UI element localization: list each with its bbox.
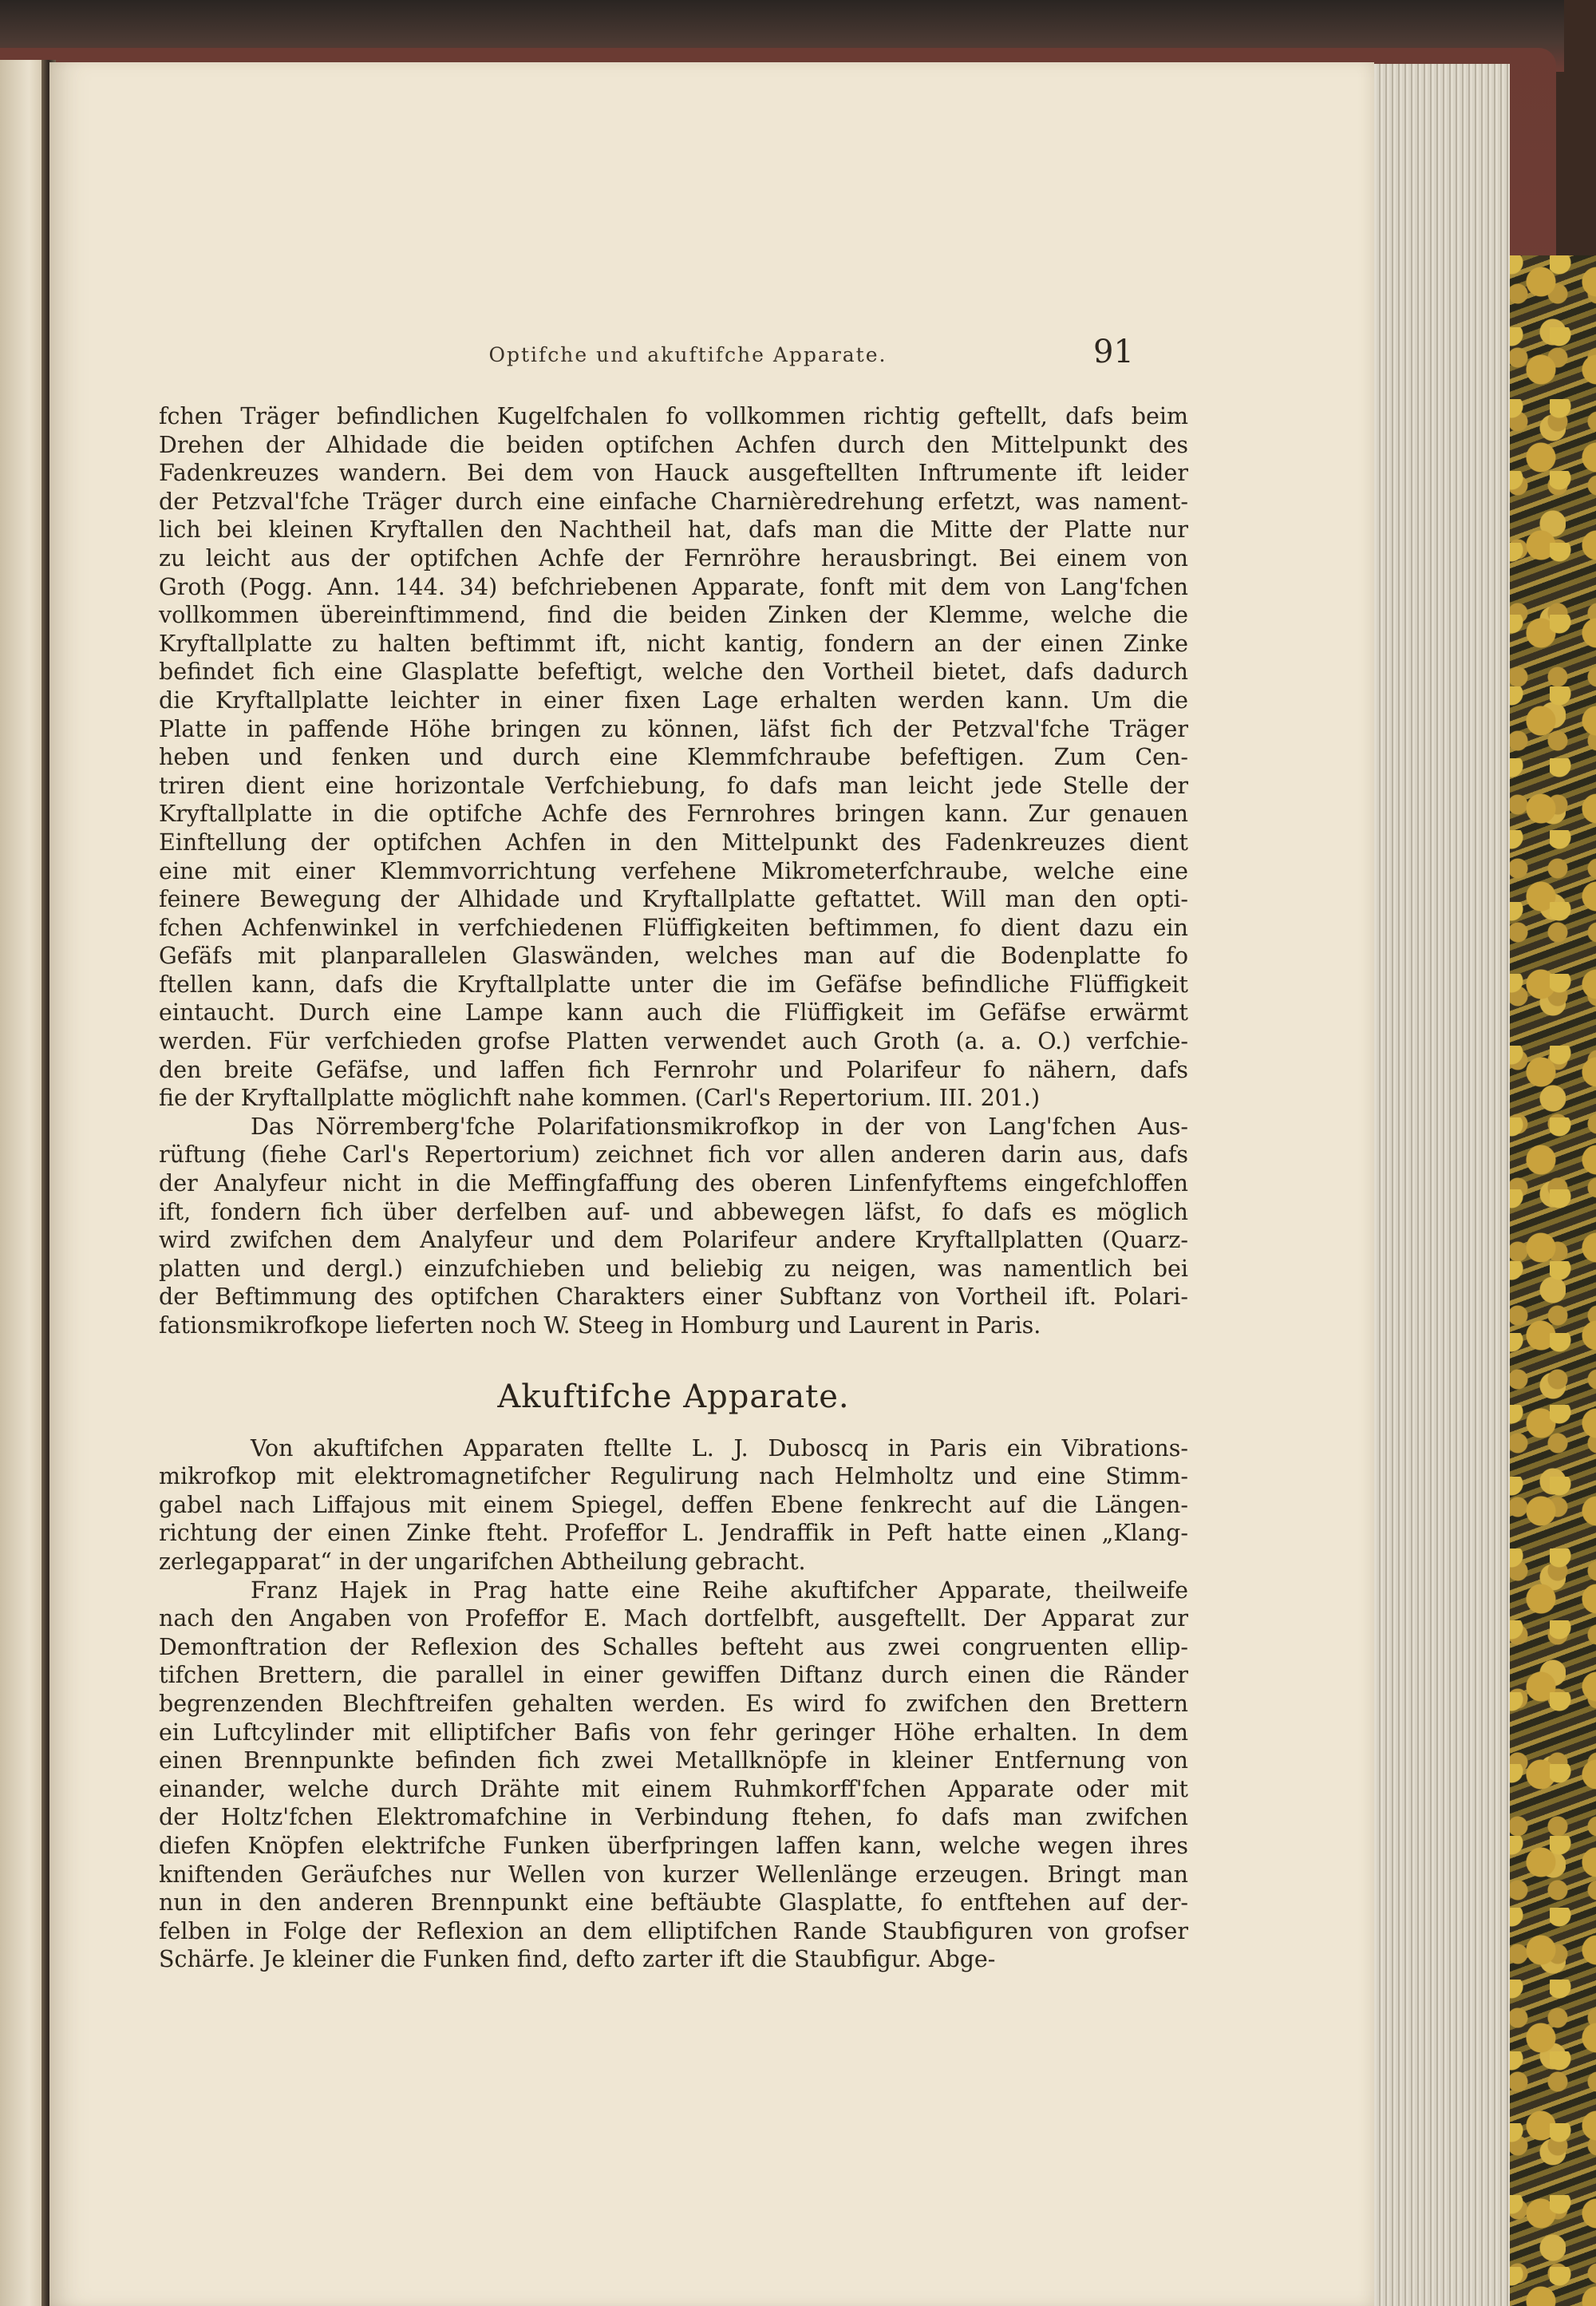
text-line: fie der Kryftallplatte möglichft nahe kommen. (Carl's Repertorium. III. 201.) (159, 1085, 1041, 1112)
text-line: gabel nach Liffajous mit einem Spiegel, deffen Ebene fenkrecht auf die Längen- (159, 1491, 1188, 1518)
paragraph-4 (159, 1576, 1188, 1974)
paragraph-2 (159, 1113, 1188, 1340)
text-line: vollkommen übereinftimmend, find die beiden Zinken der Klemme, welche die (159, 602, 1188, 629)
text-line: mikrofkop mit elektromagnetifcher Regulirung nach Helmholtz und eine Stimm- (159, 1463, 1188, 1490)
text-line: wird zwifchen dem Analyfeur und dem Polarifeur andere Kryftallplatten (Quarz- (159, 1227, 1188, 1254)
text-line: Fadenkreuzes wandern. Bei dem von Hauck ausgeftellten Inftrumente ift leider (159, 460, 1188, 487)
text-line: werden. Für verfchieden grofse Platten verwendet auch Groth (a. a. O.) verfchie- (159, 1028, 1188, 1055)
text-line: einander, welche durch Drähte mit einem Ruhmkorff'fchen Apparate oder mit (159, 1775, 1188, 1802)
text-line: Schärfe. Je kleiner die Funken find, defto zarter ift die Staubfigur. Abge- (159, 1946, 996, 1973)
text-line: zu leicht aus der optifchen Achfe der Fernröhre herausbringt. Bei einem von (159, 544, 1188, 572)
paragraph-3 (159, 1434, 1188, 1576)
text-line: die Kryftallplatte leichter in einer fixen Lage erhalten werden kann. Um die (159, 686, 1188, 714)
text-line: platten und dergl.) einzufchieben und beliebig zu neigen, was namentlich bei (159, 1255, 1188, 1282)
text-line: Kryftallplatte in die optifche Achfe des Fernrohres bringen kann. Zur genauen (159, 801, 1188, 828)
text-line: Platte in paffende Höhe bringen zu können, läfst fich der Petzval'fche Träger (159, 715, 1188, 742)
text-line: Einftellung der optifchen Achfen in den Mittelpunkt des Fadenkreuzes dient (159, 829, 1188, 856)
text-line: Demonftration der Reflexion des Schalles befteht aus zwei congruenten ellip- (159, 1633, 1188, 1660)
text-line: kniftenden Geräufches nur Wellen von kurzer Wellenlänge erzeugen. Bringt man (159, 1861, 1188, 1888)
text-line: Kryftallplatte zu halten beftimmt ift, nicht kantig, fondern an der einen Zinke (159, 630, 1188, 657)
running-head: Optifche und akuftifche Apparate. (488, 343, 887, 366)
book-page (49, 62, 1374, 2306)
text-line: triren dient eine horizontale Verfchiebung, fo dafs man leicht jede Stelle der (159, 772, 1188, 799)
text-line: feinere Bewegung der Alhidade und Kryftallplatte geftattet. Will man den opti- (159, 886, 1188, 913)
left-page-fragment (0, 60, 41, 2306)
text-line: heben und fenken und durch eine Klemmfchraube befeftigen. Zum Cen- (159, 744, 1188, 771)
text-line: der Petzval'fche Träger durch eine einfache Charnièredrehung erfetzt, was nament- (159, 488, 1188, 515)
text-line: der Beftimmung des optifchen Charakters einer Subftanz von Vortheil ift. Polari- (159, 1284, 1188, 1311)
text-line: Drehen der Alhidade die beiden optifchen Achfen durch den Mittelpunkt des (159, 431, 1188, 458)
text-line: eintaucht. Durch eine Lampe kann auch die Flüffigkeit im Gefäfse erwärmt (159, 999, 1188, 1026)
text-line: nun in den anderen Brennpunkt eine beftäubte Glasplatte, fo entftehen auf der- (159, 1889, 1188, 1916)
text-line: ein Luftcylinder mit elliptifcher Bafis von fehr geringer Höhe erhalten. In dem (159, 1719, 1188, 1746)
text-line: richtung der einen Zinke fteht. Profeffor L. Jendraffik in Peft hatte einen „Klang- (159, 1520, 1188, 1547)
text-line: Gefäfs mit planparallelen Glaswänden, welches man auf die Bodenplatte fo (159, 943, 1188, 970)
text-line: lich bei kleinen Kryftallen den Nachtheil hat, dafs man die Mitte der Platte nur (159, 516, 1188, 544)
section-heading: Akuftifche Apparate. (497, 1378, 850, 1415)
text-line: den breite Gefäfse, und laffen fich Fernrohr und Polarifeur fo nähern, dafs (159, 1056, 1188, 1083)
marbled-edge (1502, 255, 1596, 2306)
text-line: fchen Träger befindlichen Kugelfchalen fo vollkommen richtig geftellt, dafs beim (159, 403, 1188, 429)
text-line: Das Nörremberg'fche Polarifationsmikrofkop in der von Lang'fchen Aus- (251, 1113, 1188, 1140)
text-line: Groth (Pogg. Ann. 144. 34) befchriebenen Apparate, fonft mit dem von Lang'fchen (159, 573, 1188, 600)
text-line: eine mit einer Klemmvorrichtung verfehene Mikrometerfchraube, welche eine (159, 857, 1188, 884)
page-header (49, 334, 1374, 382)
text-line: Franz Hajek in Prag hatte eine Reihe akuftifcher Apparate, theilweife (251, 1576, 1188, 1604)
text-line: zerlegapparat“ in der ungarifchen Abtheilung gebracht. (159, 1548, 806, 1575)
text-line: ftellen kann, dafs die Kryftallplatte unter die im Gefäfse befindliche Flüffigkeit (159, 971, 1188, 998)
text-line: der Analyfeur nicht in die Meffingfaffung des oberen Linfenfyftems eingefchloffen (159, 1170, 1188, 1197)
text-line: tifchen Brettern, die parallel in einer gewiffen Diftanz durch einen die Ränder (159, 1662, 1188, 1689)
text-line: rüftung (fiehe Carl's Repertorium) zeichnet fich vor allen anderen darin aus, dafs (159, 1141, 1188, 1169)
text-line: der Holtz'fchen Elektromafchine in Verbindung ftehen, fo dafs man zwifchen (159, 1804, 1188, 1831)
text-line: diefen Knöpfen elektrifche Funken überfpringen laffen kann, welche wegen ihres (159, 1832, 1188, 1859)
page-stack-edge (1369, 64, 1510, 2306)
body-text (159, 402, 1188, 1974)
text-line: fationsmikrofkope lieferten noch W. Steeg in Homburg und Laurent in Paris. (159, 1312, 1041, 1339)
text-line: fchen Achfenwinkel in verfchiedenen Flüffigkeiten beftimmen, fo dient dazu ein (159, 914, 1188, 941)
text-line: nach den Angaben von Profeffor E. Mach dortfelbft, ausgeftellt. Der Apparat zur (159, 1605, 1188, 1632)
text-line: begrenzenden Blechftreifen gehalten werden. Es wird fo zwifchen den Brettern (159, 1690, 1188, 1717)
text-line: Von akuftifchen Apparaten ftellte L. J. Duboscq in Paris ein Vibrations- (251, 1434, 1188, 1462)
paragraph-1 (159, 402, 1188, 1113)
text-line: befindet fich eine Glasplatte befeftigt, welche den Vortheil bietet, dafs dadurch (159, 659, 1188, 686)
text-line: einen Brennpunkte befinden fich zwei Metallknöpfe in kleiner Entfernung von (159, 1747, 1188, 1774)
text-line: ift, fondern fich über derfelben auf- und abbewegen läfst, fo dafs es möglich (159, 1198, 1188, 1225)
page-number: 91 (1093, 334, 1134, 370)
text-line: felben in Folge der Reflexion an dem elliptifchen Rande Staubfiguren von grofser (159, 1917, 1188, 1944)
